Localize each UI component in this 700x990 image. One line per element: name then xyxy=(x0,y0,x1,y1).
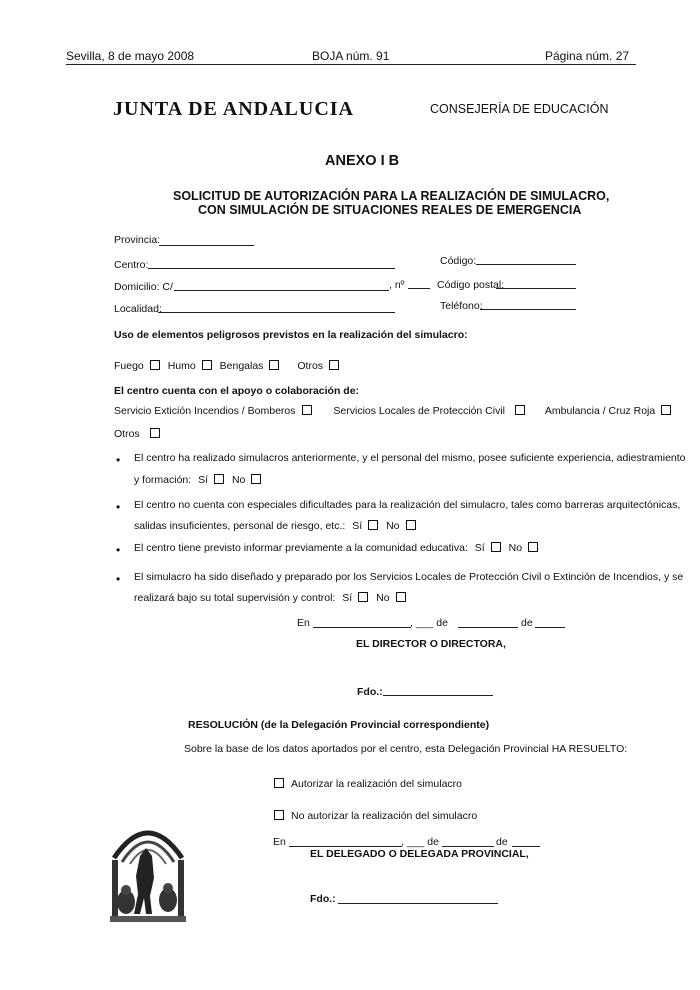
bullet3-line1: El centro tiene previsto informar previamente a la comunidad educativa: xyxy=(134,542,468,554)
sign1-year-field[interactable] xyxy=(535,627,565,628)
checkbox-bullet4-no[interactable] xyxy=(396,592,406,602)
uso-heading: Uso de elementos peligrosos previstos en la realización del simulacro: xyxy=(114,329,468,341)
field-centro[interactable] xyxy=(148,268,395,269)
option-humo-label: Humo xyxy=(167,360,196,372)
label-telefono: Teléfono: xyxy=(440,300,483,312)
resolucion-text: Sobre la base de los datos aportados por el centro, esta Delegación Provincial HA RESUELTO: xyxy=(184,743,628,755)
yes-label: Sí xyxy=(342,592,353,604)
label-provincia: Provincia: xyxy=(114,234,161,246)
sign1-month-field[interactable] xyxy=(458,627,518,628)
label-domicilio: Domicilio: C/ xyxy=(114,281,173,293)
checkbox-ambulancia[interactable] xyxy=(661,405,671,415)
apoyo-options-row xyxy=(114,405,676,417)
checkbox-bullet3-no[interactable] xyxy=(528,542,538,552)
field-domicilio[interactable] xyxy=(174,290,389,291)
junta-logo-text: JUNTA DE ANDALUCIA xyxy=(113,98,354,120)
sign2-month-field[interactable] xyxy=(442,846,494,847)
sign2-de2-label: de xyxy=(496,836,508,848)
yes-label: Sí xyxy=(474,542,485,554)
sign2-de1-label: , ___ de xyxy=(401,836,439,848)
resolucion-option2-label: No autorizar la realización del simulacro xyxy=(291,810,478,822)
resolucion-heading: RESOLUCIÓN (de la Delegación Provincial correspondiente) xyxy=(188,719,490,731)
header-boja-number: BOJA núm. 91 xyxy=(312,49,390,63)
sign1-en-label: En xyxy=(297,617,310,629)
sign1-de2-label: de xyxy=(521,617,533,629)
no-label: No xyxy=(386,520,400,532)
sign1-place-field[interactable] xyxy=(313,627,411,628)
sign1-de1-label: , ___ de xyxy=(410,617,448,629)
label-localidad: Localidad: xyxy=(114,303,162,315)
bullet1-line2: y formación: xyxy=(134,474,192,486)
sign2-fdo-label: Fdo.: xyxy=(310,893,336,905)
field-telefono[interactable] xyxy=(480,309,576,310)
bullet4-line2-row xyxy=(134,592,411,604)
sign2-place-field[interactable] xyxy=(289,846,402,847)
sign2-signature-field[interactable] xyxy=(338,903,498,904)
checkbox-fuego[interactable] xyxy=(150,360,160,370)
sign2-year-field[interactable] xyxy=(512,846,540,847)
bullet-icon: • xyxy=(116,572,121,586)
uso-options-row xyxy=(114,360,344,372)
checkbox-bomberos[interactable] xyxy=(302,405,312,415)
bullet1-line2-row xyxy=(134,474,266,486)
checkbox-bullet2-yes[interactable] xyxy=(368,520,378,530)
checkbox-bullet2-no[interactable] xyxy=(406,520,416,530)
andalucia-emblem-icon xyxy=(108,806,188,924)
bullet-icon: • xyxy=(116,453,121,467)
no-label: No xyxy=(508,542,523,554)
checkbox-otros-uso[interactable] xyxy=(329,360,339,370)
bullet2-line2: salidas insuficientes, personal de riesgo, etc.: xyxy=(134,520,346,532)
label-codigo: Código: xyxy=(440,255,477,267)
field-provincia[interactable] xyxy=(159,245,254,246)
checkbox-bullet1-no[interactable] xyxy=(251,474,261,484)
bullet2-line2-row xyxy=(134,520,421,532)
bullet1-line1: El centro ha realizado simulacros anteriormente, y el personal del mismo, posee suficiente experiencia, adiestramiento xyxy=(134,452,686,464)
yes-label: Sí xyxy=(198,474,209,486)
checkbox-bengalas[interactable] xyxy=(269,360,279,370)
sign1-role: EL DIRECTOR O DIRECTORA, xyxy=(356,638,506,650)
checkbox-proteccion-civil[interactable] xyxy=(515,405,525,415)
form-title-line1: SOLICITUD DE AUTORIZACIÓN PARA LA REALIZACIÓN DE SIMULACRO, xyxy=(173,189,610,203)
label-numero: , nº xyxy=(389,279,405,291)
bullet4-line2: realizará bajo su total supervisión y control: xyxy=(134,592,336,604)
bullet3-row xyxy=(134,542,543,554)
option-bengalas-label: Bengalas xyxy=(219,360,264,372)
bullet2-line1: El centro no cuenta con especiales dificultades para la realización del simulacro, tales como barreras arquitectónicas, xyxy=(134,499,681,511)
sign1-fdo-label: Fdo.: xyxy=(357,686,383,698)
checkbox-bullet1-yes[interactable] xyxy=(214,474,224,484)
no-label: No xyxy=(376,592,390,604)
option-fuego-label: Fuego xyxy=(114,360,144,372)
checkbox-humo[interactable] xyxy=(202,360,212,370)
option-ambulancia-label: Ambulancia / Cruz Roja xyxy=(544,405,656,417)
checkbox-autorizar[interactable] xyxy=(274,778,284,788)
bullet-icon: • xyxy=(116,500,121,514)
checkbox-otros-apoyo[interactable] xyxy=(150,428,160,438)
option-proteccion-civil-label: Servicios Locales de Protección Civil xyxy=(333,405,505,417)
sign2-en-label: En xyxy=(273,836,286,848)
field-numero[interactable] xyxy=(408,288,430,289)
option-bomberos-label: Servicio Extición Incendios / Bomberos xyxy=(114,405,296,417)
apoyo-otros-row xyxy=(114,428,165,440)
header-rule xyxy=(66,64,636,65)
field-codigo[interactable] xyxy=(476,264,576,265)
option-otros-apoyo-label: Otros xyxy=(114,428,140,440)
field-codigo-postal[interactable] xyxy=(496,288,576,289)
label-centro: Centro: xyxy=(114,259,149,271)
annex-title: ANEXO I B xyxy=(325,153,400,169)
sign1-signature-field[interactable] xyxy=(383,695,493,696)
resolucion-option1-row xyxy=(268,778,462,790)
apoyo-heading: El centro cuenta con el apoyo o colaboración de: xyxy=(114,385,360,397)
option-otros-label: Otros xyxy=(297,360,324,372)
header-page-number: Página núm. 27 xyxy=(545,49,630,63)
bullet4-line1: El simulacro ha sido diseñado y preparado por los Servicios Locales de Protección Civil o Extinción de Incendios, y se xyxy=(134,571,684,583)
label-codigo-postal: Código postal: xyxy=(437,279,505,291)
checkbox-bullet3-yes[interactable] xyxy=(491,542,501,552)
bullet-icon: • xyxy=(116,543,121,557)
checkbox-no-autorizar[interactable] xyxy=(274,810,284,820)
no-label: No xyxy=(231,474,246,486)
sign2-role: EL DELEGADO O DELEGADA PROVINCIAL, xyxy=(310,848,529,860)
department-name: CONSEJERÍA DE EDUCACIÓN xyxy=(430,102,609,116)
header-date: Sevilla, 8 de mayo 2008 xyxy=(66,49,195,63)
field-localidad[interactable] xyxy=(158,312,395,313)
form-title-line2: CON SIMULACIÓN DE SITUACIONES REALES DE EMERGENCIA xyxy=(198,203,582,217)
resolucion-option1-label: Autorizar la realización del simulacro xyxy=(291,778,462,790)
resolucion-option2-row xyxy=(268,810,477,822)
yes-label: Sí xyxy=(352,520,363,532)
checkbox-bullet4-yes[interactable] xyxy=(358,592,368,602)
